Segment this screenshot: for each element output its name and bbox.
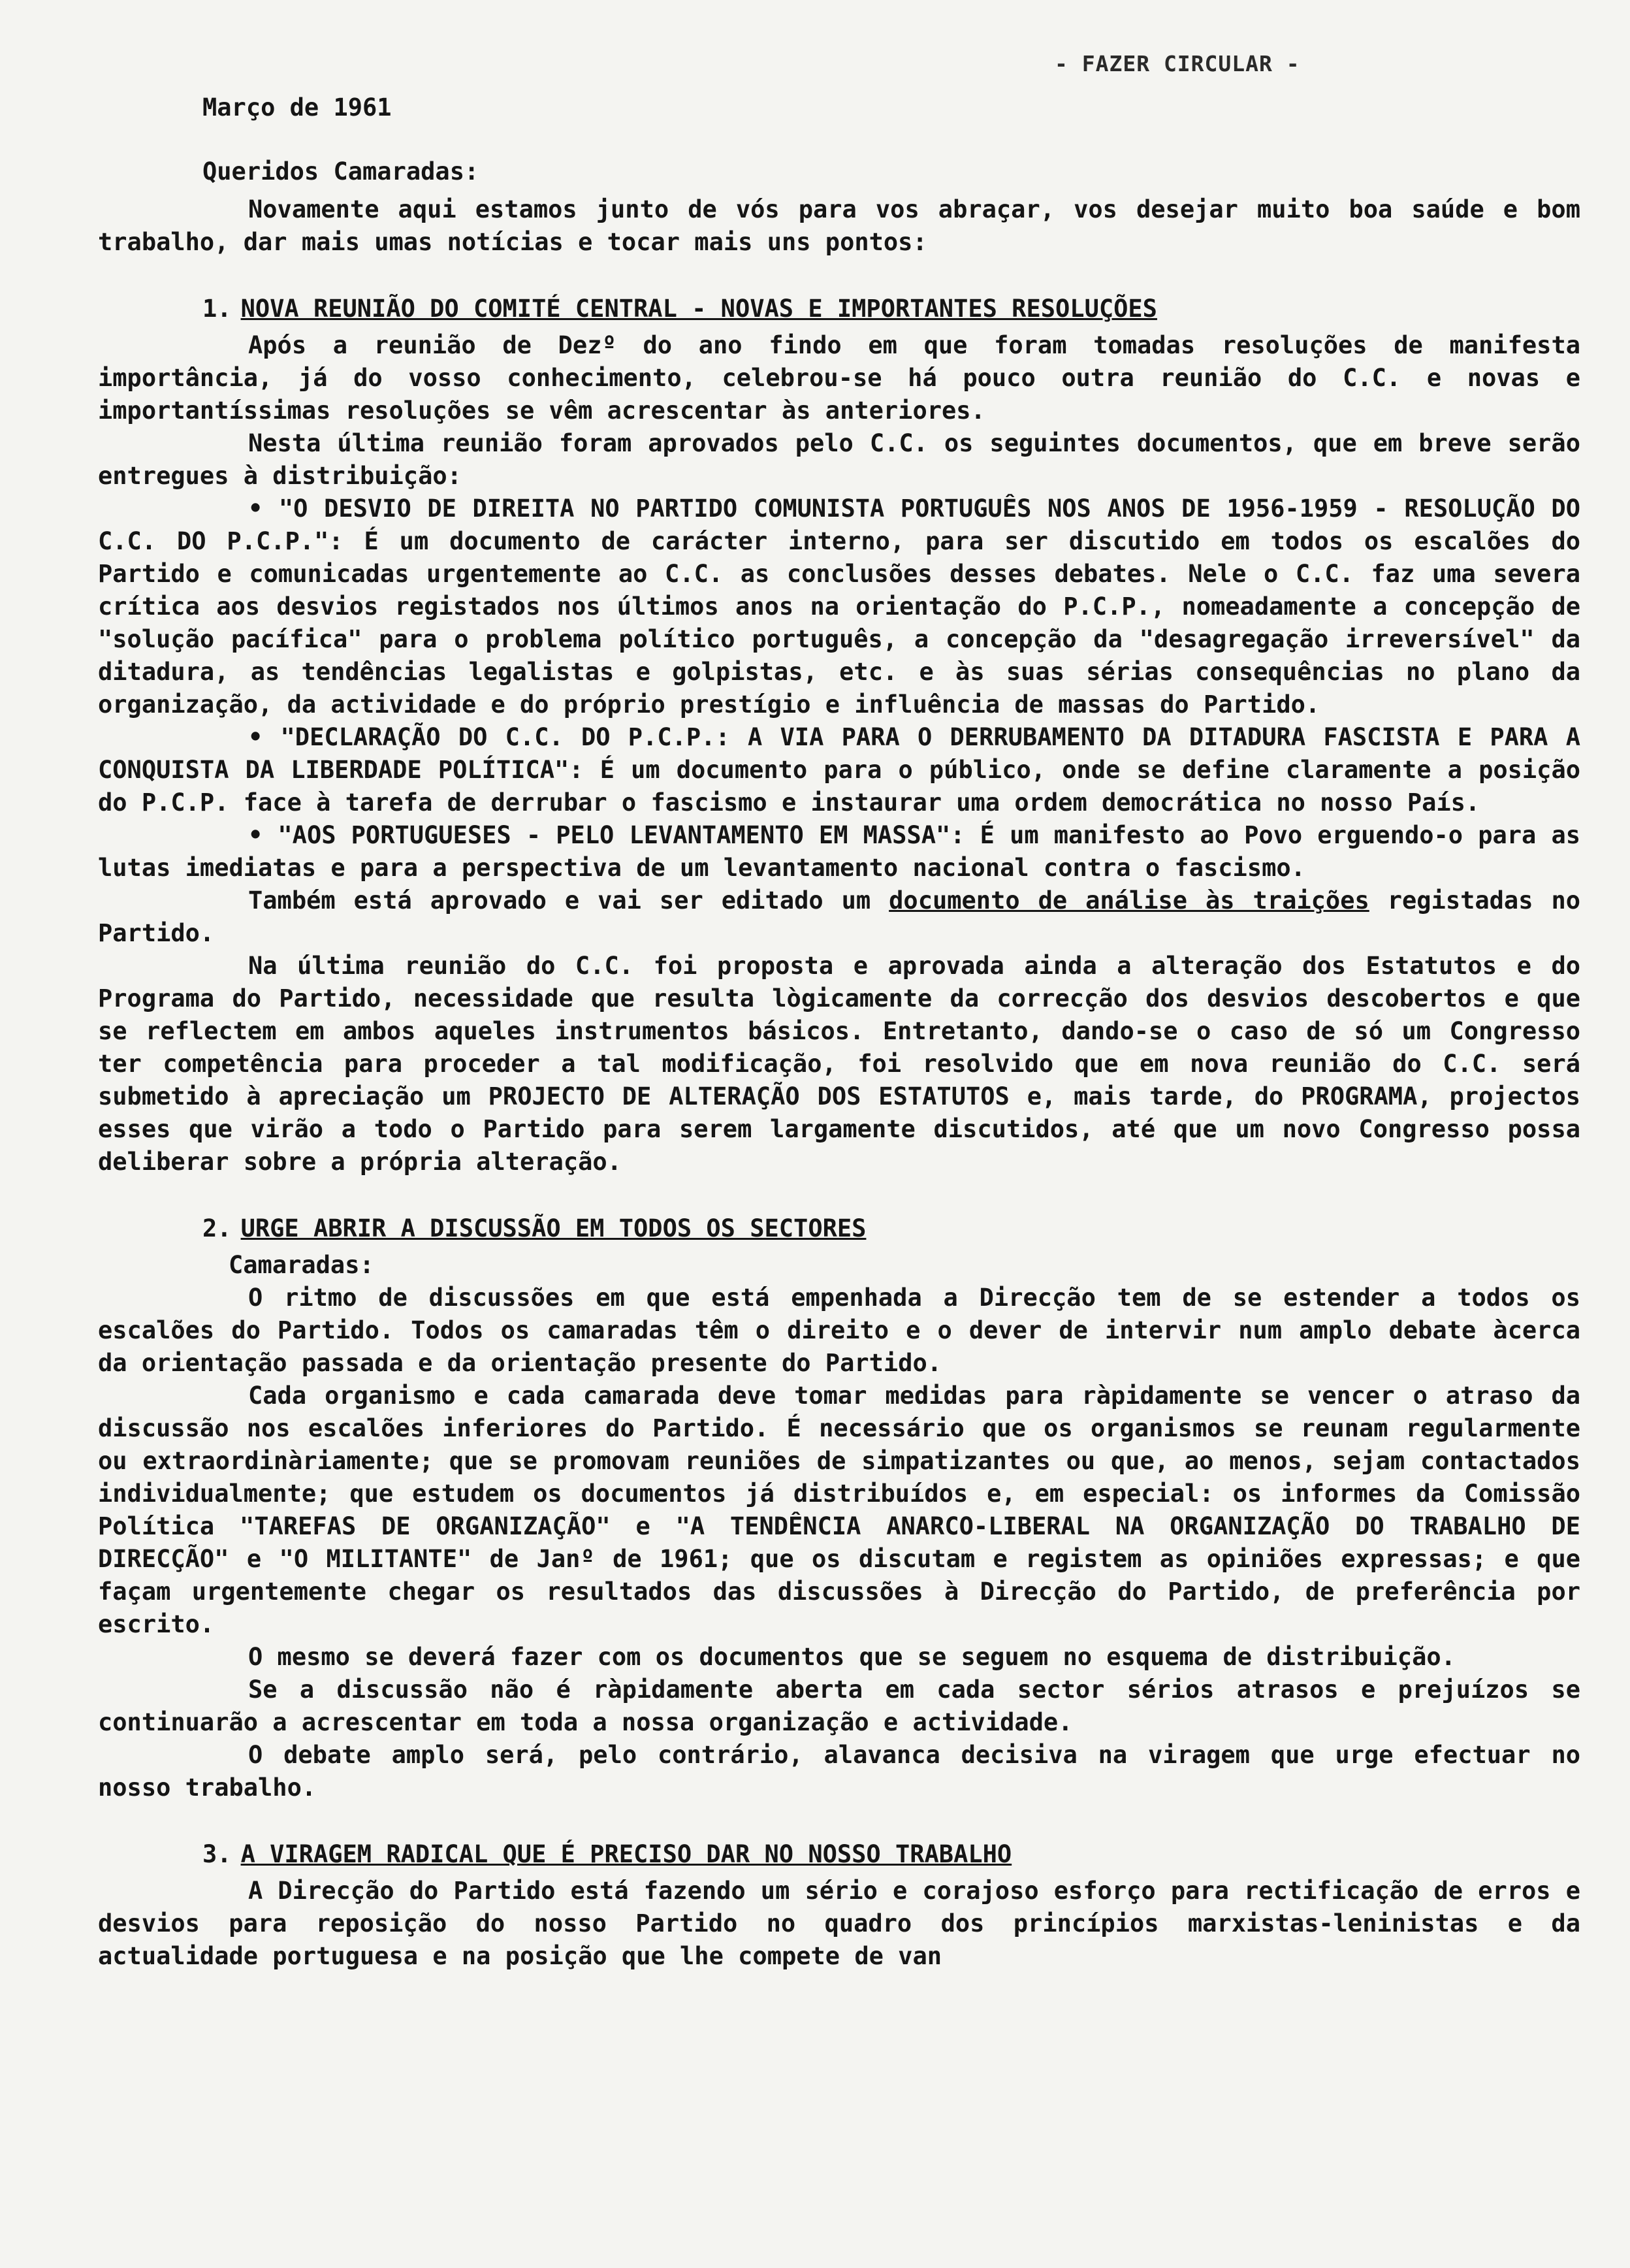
section-1-paragraph: Nesta última reunião foram aprovados pelo C.C. os seguintes documentos, que em breve serão entregues à distribuição: (98, 429, 1580, 490)
underlined-text: documento de análise às traições (889, 886, 1369, 915)
circulate-stamp: - FAZER CIRCULAR - (1055, 51, 1300, 76)
section-2-paragraph: O ritmo de discussões em que está empenhada a Direcção tem de se estender a todos os escalões do Partido. Todos os camaradas têm o direito e o dever de intervir num amplo debate àcerca da orientação passada e da orientação presente do Partido. (98, 1284, 1580, 1377)
document-item: • "AOS PORTUGUESES - PELO LEVANTAMENTO EM MASSA": É um manifesto ao Povo erguendo-o para as lutas imediatas e para a perspectiva de um levantamento nacional contra o fascismo. (98, 821, 1580, 882)
text-run: Também está aprovado e vai ser editado um (248, 886, 889, 915)
section-1-paragraph: Na última reunião do C.C. foi proposta e aprovada ainda a alteração dos Estatutos e do Programa do Partido, necessidade que resulta lògicamente da correcção dos desvios descobertos e que se reflectem em ambos aqueles instrumentos básicos. Entretanto, dando-se o caso de só um Congresso ter competência para proceder a tal modificação, foi resolvido que em nova reunião do C.C. será submetido à apreciação um PROJECTO DE ALTERAÇÃO DOS ESTATUTOS e, mais tarde, do PROGRAMA, projectos esses que virão a todo o Partido para serem largamente discutidos, até que um novo Congresso possa deliberar sobre a própria alteração. (98, 952, 1580, 1176)
document-item: • "DECLARAÇÃO DO C.C. DO P.C.P.: A VIA PARA O DERRUBAMENTO DA DITADURA FASCISTA E PARA A CONQUISTA DA LIBERDADE POLÍTICA": É um documento para o público, onde se define claramente a posição do P.C.P. face à tarefa de derrubar o fascismo e instaurar uma ordem democrática no nosso País. (98, 723, 1580, 817)
section-number: 2. (202, 1214, 232, 1242)
greeting: Queridos Camaradas: (202, 157, 479, 186)
section-1-title (202, 293, 1580, 325)
section-2-title (202, 1212, 1580, 1245)
section-1-paragraph: Após a reunião de Dezº do ano findo em que foram tomadas resoluções de manifesta importância, já do vosso conhecimento, celebrou-se há pouco outra reunião do C.C. e novas e importantíssimas resoluções se vêm acrescentar às anteriores. (98, 331, 1580, 425)
letter-body (98, 91, 1580, 1973)
text-run: registadas no Partido. (98, 886, 1580, 947)
letter-date: Março de 1961 (202, 93, 392, 122)
section-2-paragraph: Se a discussão não é ràpidamente aberta em cada sector sérios atrasos e prejuízos se continuarão a acrescentar em toda a nossa organização e actividade. (98, 1676, 1580, 1736)
section-2-subhead: Camaradas: (229, 1251, 374, 1279)
section-2-paragraph: Cada organismo e cada camarada deve tomar medidas para ràpidamente se vencer o atraso da discussão nos escalões inferiores do Partido. É necessário que os organismos se reunam regularmente ou extraordinàriamente; que se promovam reuniões de simpatizantes ou que, ao menos, sejam contactados individualmente; que estudem os documentos já distribuídos e, em especial: os informes da Comissão Política "TAREFAS DE ORGANIZAÇÃO" e "A TENDÊNCIA ANARCO-LIBERAL NA ORGANIZAÇÃO DO TRABALHO DE DIRECÇÃO" e "O MILITANTE" de Janº de 1961; que os discutam e registem as opiniões expressas; e que façam urgentemente chegar os resultados das discussões à Direcção do Partido, de preferência por escrito. (98, 1382, 1580, 1638)
section-heading: URGE ABRIR A DISCUSSÃO EM TODOS OS SECTORES (240, 1214, 867, 1242)
section-2-paragraph: O mesmo se deverá fazer com os documentos que se seguem no esquema de distribuição. (248, 1643, 1456, 1671)
section-number: 1. (202, 295, 232, 323)
section-3-title (202, 1838, 1580, 1871)
intro-paragraph: Novamente aqui estamos junto de vós para vos abraçar, vos desejar muito boa saúde e bom trabalho, dar mais umas notícias e tocar mais uns pontos: (98, 195, 1580, 256)
section-heading: A VIRAGEM RADICAL QUE É PRECISO DAR NO NOSSO TRABALHO (240, 1840, 1012, 1868)
section-3-paragraph: A Direcção do Partido está fazendo um sério e corajoso esforço para rectificação de erros e desvios para reposição do nosso Partido no quadro dos princípios marxistas-leninistas e da actualidade portuguesa e na posição que lhe compete de van (98, 1877, 1580, 1970)
section-1-paragraph (98, 884, 1580, 950)
document-item: • "O DESVIO DE DIREITA NO PARTIDO COMUNISTA PORTUGUÊS NOS ANOS DE 1956-1959 - RESOLUÇÃO DO C.C. DO P.C.P.": É um documento de carácter interno, para ser discutido em todos os escalões do Partido e comunicadas urgentemente ao C.C. as conclusões desses debates. Nele o C.C. faz uma severa crítica aos desvios registados nos últimos anos na orientação do P.C.P., nomeadamente a concepção de "solução pacífica" para o problema político português, a concepção da "desagregação irreversível" da ditadura, as tendências legalistas e golpistas, etc. e às suas sérias consequências no plano da organização, da actividade e do próprio prestígio e influência de massas do Partido. (98, 494, 1580, 719)
section-2-paragraph: O debate amplo será, pelo contrário, alavanca decisiva na viragem que urge efectuar no nosso trabalho. (98, 1741, 1580, 1802)
section-heading: NOVA REUNIÃO DO COMITÉ CENTRAL - NOVAS E IMPORTANTES RESOLUÇÕES (240, 295, 1157, 323)
section-number: 3. (202, 1840, 232, 1868)
